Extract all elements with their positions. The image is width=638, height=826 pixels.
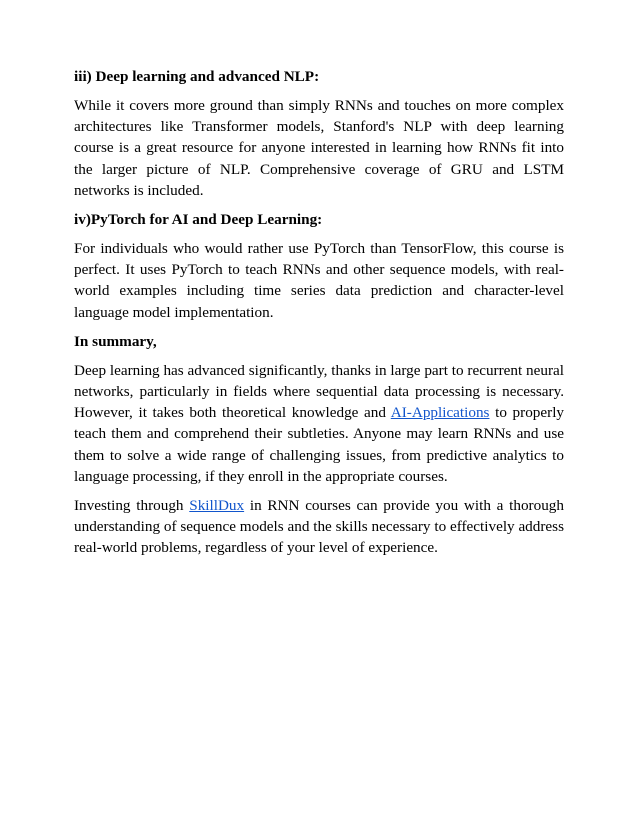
- summary-heading: In summary,: [74, 332, 157, 350]
- document-page: [74, 66, 564, 567]
- section-paragraph-deep-learning-nlp: While it covers more ground than simply RNNs and touches on more complex architectures like Transformer models, Stanford's NLP with deep learning course is a great resource for anyone interested in learning how RNNs fit into the larger picture of NLP. Comprehensive coverage of GRU and LSTM networks is included.: [74, 97, 564, 199]
- summary-paragraph-1-text-after: to properly teach them and comprehend their subtleties. Anyone may learn RNNs and use them to solve a wide range of challenging issues, from predictive analytics to language processing, if they enroll in the appropriate courses.: [74, 404, 565, 485]
- section-heading-deep-learning-nlp: iii) Deep learning and advanced NLP:: [74, 68, 320, 85]
- summary-paragraph-1-text-before: Deep learning has advanced significantly, thanks in large part to recurrent neural networks, particularly in fields where sequential data processing is necessary. However, it takes both theoretical knowledge and: [74, 361, 564, 422]
- ai-applications-link[interactable]: AI-Applications: [390, 404, 490, 422]
- summary-paragraph-2-text-after: in RNN courses can provide you with a thorough understanding of sequence models and the skills necessary to effectively address real-world problems, regardless of your level of experience.: [74, 497, 564, 557]
- summary-paragraph-2-text-before: Investing through: [74, 497, 190, 515]
- skilldux-link[interactable]: SkillDux: [189, 497, 245, 515]
- summary-paragraph-2: [74, 495, 564, 559]
- section-heading-pytorch: iv)PyTorch for AI and Deep Learning:: [74, 211, 323, 229]
- section-paragraph-pytorch: For individuals who would rather use PyTorch than TensorFlow, this course is perfect. It uses PyTorch to teach RNNs and other sequence models, with real-world examples including time series data prediction and character-level language model implementation.: [74, 240, 564, 321]
- summary-paragraph-1: [74, 360, 564, 487]
